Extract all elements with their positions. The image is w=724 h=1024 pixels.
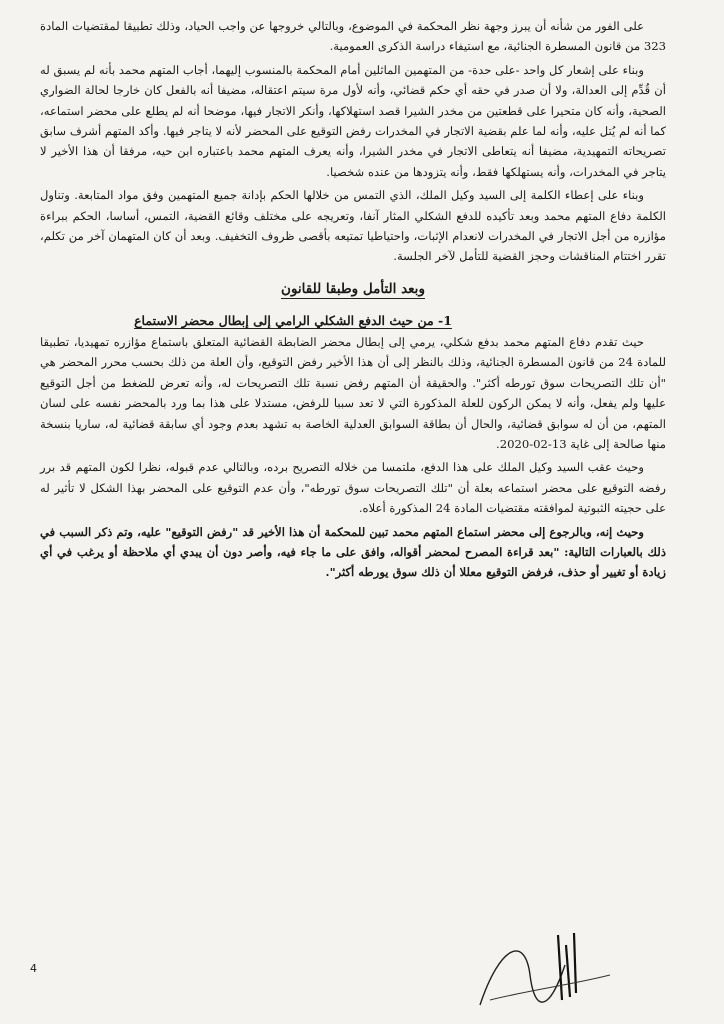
paragraph-formal-plea: حيث تقدم دفاع المتهم محمد بدفع شكلي، يرمي إلى إبطال محضر الضابطة القضائية المتعلق باستماع مؤازره تمهيديا، تطبيقا للمادة 24 من قانون المسطرة الجنائية، وذلك بالنظر إلى أن هذا الأخير رفض التوقيع، وأن العلة من ذلك بحسب محرر المحضر هي "أن تلك التصريحات سوق تورطه أكثر". والحقيقة أن المتهم رفض نسبة تلك التصريحات له، وأنه تعرض للضغط من أجل التوقيع عليها ولم يفعل، وأنه لا يمكن الركون للعلة المذكورة التي لا تعد سببا للرفض، مستدلا على هذا بما ورد بالمحضر نفسه على لسان المتهم، من أن له سوابق قضائية، والحال أن بطاقة السوابق العدلية الخاصة به تشهد بعدم وجود أي سابقة قضائية له، ساريا بنسخة منها صالحة إلى غاية 13-02-2020. — [40, 334, 666, 451]
paragraph-intro: على الفور من شأنه أن يبرز وجهة نظر المحكمة في الموضوع، وبالتالي خروجها عن واجب الحياد، وذلك تطبيقا لمقتضيات المادة 323 من قانون المسطرة الجنائية، مع استيفاء دراسة الذكرى العمومية. — [40, 19, 666, 54]
signature-mark — [470, 905, 620, 1015]
paragraph-prosecutor-defense: وبناء على إعطاء الكلمة إلى السيد وكيل الملك، الذي التمس من خلالها الحكم بإدانة جميع المتهمين وفق مواد المتابعة. وتناول الكلمة دفاع المتهم محمد وبعد تأكيده للدفع الشكلي المثار آنفا، وتعريجه على مختلف وقائع القضية، التمس، أساسا، الحكم ببراءة مؤازره من أجل الاتجار في المخدرات لانعدام الإثبات، واحتياطيا تمتيعه بأقصى ظروف التخفيف. وبعد أن كان المتهمان آخر من تكلم، تقرر اختتام المناقشات وحجز القضية للتأمل لآخر الجلسة. — [40, 188, 666, 264]
subsection-heading: 1- من حيث الدفع الشكلي الرامي إلى إبطال محضر الاستماع — [134, 312, 452, 328]
paragraph-court-finding: وحيث إنه، وبالرجوع إلى محضر استماع المتهم محمد تبين للمحكمة أن هذا الأخير قد "رفض التوقيع" عليه، وتم ذكر السبب في ذلك بالعبارات التالية: "بعد قراءة المصرح لمحضر أقواله، وافق على ما جاء فيه، وأصر دون أن يبدي أي ملاحظة أو يرغب في أي زيادة أو تغيير أو حذف، فرفض التوقيع معللا أن ذلك سوق يورطه أكثر". — [40, 524, 666, 580]
section-heading: وبعد التأمل وطبقا للقانون — [281, 280, 425, 297]
page-number: 4 — [30, 962, 37, 975]
paragraph-defendants-statements: وبناء على إشعار كل واحد -على حدة- من المتهمين الماثلين أمام المحكمة بالمنسوب إليهما، أجاب المتهم محمد بأنه لم يسبق له أن قُدِّم إلى العدالة، ولا أن صدر في حقه أي حكم قضائي، وأنه لأول مرة سيتم اعتقاله، مضيفا أنه بالفعل كان خارجا لحالة الضواري الصحية، وأنه كان متحيرا على قطعتين من مخدر الشيرا قصد استهلاكها، وأنكر الاتجار فيها، موضحا أنه لم يطلع على محضر استماعه، كما أنه لم يُتل عليه، وأنه لما علم بقضية الاتجار في المخدرات رفض التوقيع على المحضر لأنه لا يتاجر فيها. وأكد المتهم أشرف سابق تصريحاته التمهيدية، مضيفا أنه يتعاطى الاتجار في مخدر الشيرا، وأنه يعرف المتهم محمد باعتباره ابن حيه، مرفقا أن هذا الأخير لا يتاجر في المخدرات، وأنه يستهلكها فقط، وأنه يتزودها من عنده شخصيا. — [40, 62, 666, 179]
paragraph-prosecutor-response: وحيث عقب السيد وكيل الملك على هذا الدفع، ملتمسا من خلاله التصريح برده، وبالتالي عدم قبوله، نظرا لكون المتهم قد برر رفضه التوقيع على محضر استماعه بعلة أن "تلك التصريحات سوق تورطه"، وأن عدم التوقيع على المحضر بهذا الشكل لا تأثير له على حجيته الثبوتية لموافقته مقتضيات المادة 24 المذكورة أعلاه. — [40, 460, 666, 516]
